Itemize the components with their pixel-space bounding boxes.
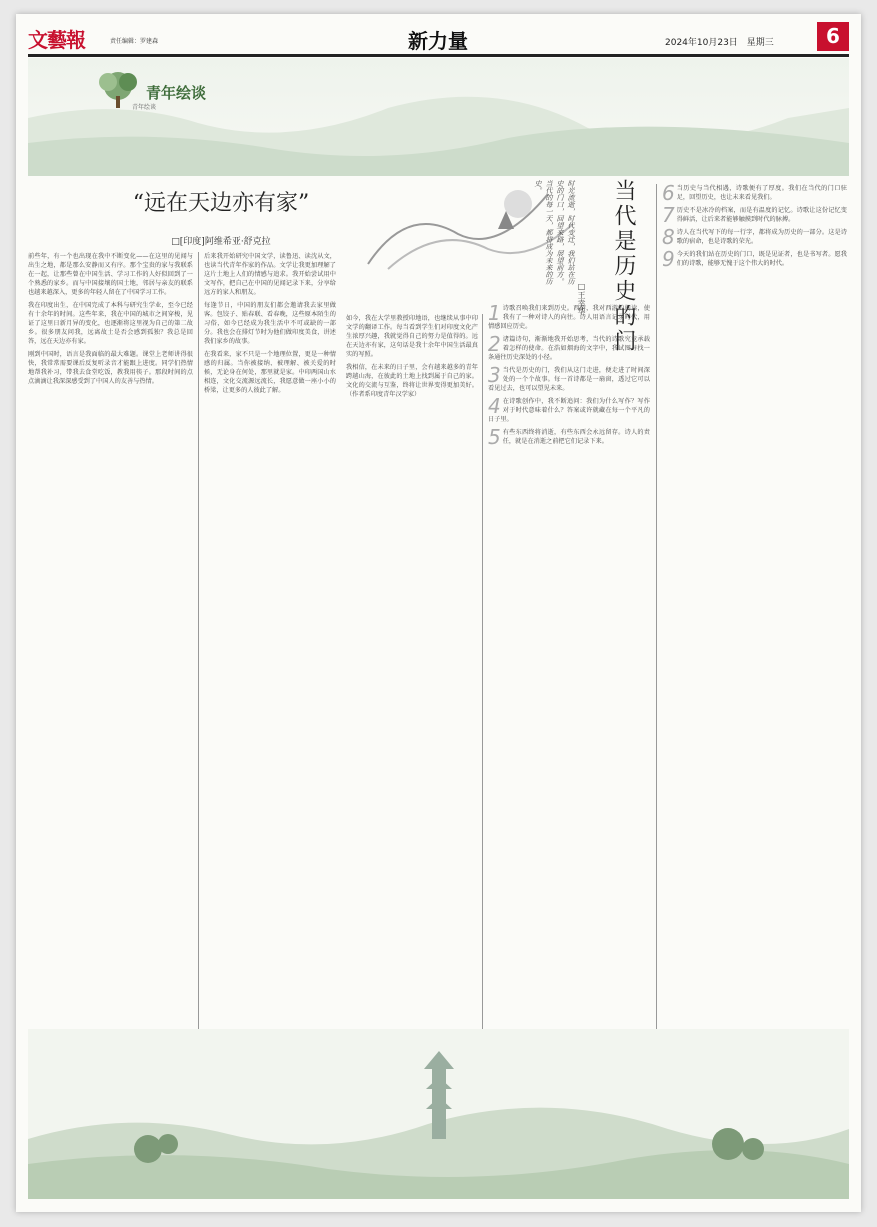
- article1-title: “远在天边亦有家”: [132, 191, 310, 216]
- article2-section: 4 在诗歌创作中，我不断追问：我们为什么写作？写作对于时代意味着什么？答案或许就藏在每一个平凡的日子里。: [488, 394, 650, 423]
- article2-column-2: [662, 184, 847, 1030]
- article1-paragraph: 在我看来，家不只是一个地理位置，更是一种情感的归属。当你被接纳、被理解、被关爱的时候，无论身在何处，那里就是家。中印两国山水相连，文化交流源远流长，我愿意做一座小小的桥梁，让更多的人彼此了解。: [204, 351, 336, 394]
- article2-section: 9 今天的我们站在历史的门口，既是见证者，也是书写者。愿我们的诗歌，能够无愧于这个伟大的时代。: [662, 247, 847, 271]
- column-divider: [482, 314, 483, 1030]
- article1-paragraph: 后来我开始研究中国文学，读鲁迅、读沈从文，也读当代青年作家的作品。文学让我更加理解了这片土地上人们的情感与追求。我开始尝试用中文写作，把自己在中国的见闻记录下来，分享给远方的家人和朋友。: [204, 253, 336, 296]
- article2-section: 6 当历史与当代相遇，诗歌便有了厚度。我们在当代的门口驻足，回望历史，也让未来看见我们。: [662, 184, 847, 205]
- editor-credit: 责任编辑：罗建森: [110, 38, 159, 45]
- newspaper-page: [16, 14, 861, 1212]
- masthead: [28, 22, 849, 57]
- issue-date: 2024年10月23日 星期三: [665, 38, 774, 48]
- article2-column-1: [488, 304, 650, 1030]
- article1-paragraph: 每逢节日，中国的朋友们都会邀请我去家里做客。包饺子、贴春联、看春晚，这些原本陌生的习俗，如今已经成为我生活中不可或缺的一部分。我也会在排灯节时为他们做印度美食，讲述我们家乡的故事。: [204, 302, 336, 345]
- article1-column-3: [346, 314, 478, 1030]
- column-brand: 青年绘谈: [146, 84, 207, 102]
- article2-section: 5 有些东西终将消逝，有些东西会永远留存。诗人的责任，就是在消逝之前把它们记录下来。: [488, 425, 650, 449]
- newspaper-logo: 文藝報: [28, 28, 85, 52]
- section-title: 新力量: [408, 29, 468, 53]
- article2-title: 当代是历史的门: [611, 179, 636, 354]
- article1-paragraph: 前些年，有一个也出现在我中不断变化——在这里的见闻与出生之地，都是那么安静而又有序。那个宝贵的家与我联系在一起，让那些曾在中国生活、学习工作的人好似回到了一个熟悉的家乡。而与中国接壤的国土地，邻居与亲友的联系也越来越深入，更多的年轻人留在了中国学习工作。: [28, 253, 193, 296]
- article2-section: 1 诗歌召唤我们来到历史。西游，我对西游的阅读，使我有了一种对诗人的向往。诗人用语言记录时代，用情感回应历史。: [488, 304, 650, 330]
- article2-section: 3 当代是历史的门，我们从这门走进，便走进了时间深处的一个个故事。每一首诗都是一扇窗，透过它可以看见过去，也可以望见未来。: [488, 363, 650, 392]
- article1-column-2: [204, 252, 336, 1030]
- article1-paragraph: 我在印度出生，在中国完成了本科与研究生学业，至今已经有十余年的时间。这些年来，我在中国的城市之间穿梭，见证了这里日新月异的变化，也逐渐将这里视为自己的第二故乡。很多朋友问我，远离故土是否会感到孤独？我总是回答，远在天边亦有家。: [28, 302, 193, 345]
- article2-section: 7 历史不是冰冷的档案，而是有温度的记忆。诗歌让这份记忆变得鲜活，让后来者能够触摸到时代的脉搏。: [662, 203, 847, 227]
- page-number: 6: [817, 22, 849, 51]
- article2-author: □王幸华: [577, 282, 586, 315]
- article2-section: 2 诸篇诗句，渐渐地我开始思考，当代的诗歌究竟承载着怎样的使命。在浩如烟海的文字中，我试图寻找一条通往历史深处的小径。: [488, 332, 650, 361]
- bottom-landscape-illustration: [28, 1029, 849, 1199]
- article1-paragraph: 如今，我在大学里教授印地语，也继续从事中印文学的翻译工作。每当看到学生们对印度文化产生浓厚兴趣，我就觉得自己的努力是值得的。远在天边亦有家，这句话是我十余年中国生活最真实的写照。: [346, 315, 478, 358]
- article1-column-1: [28, 252, 193, 1030]
- column-subtitle: 青年绘谈: [132, 104, 157, 111]
- article1-byline: □[印度]阿维希亚·舒克拉: [171, 237, 271, 247]
- article2-section: 8 诗人在当代写下的每一行字，都将成为历史的一部分。这是诗歌的宿命，也是诗歌的荣光。: [662, 225, 847, 249]
- column-divider: [656, 184, 657, 1030]
- article1-paragraph: 我相信，在未来的日子里，会有越来越多的青年跨越山海，在彼此的土地上找到属于自己的家。文化的交流与互鉴，终将让世界变得更加美好。（作者系印度青年汉学家）: [346, 364, 478, 398]
- column-logo: [88, 70, 218, 120]
- column-divider: [198, 252, 199, 1030]
- header-banner: [28, 58, 849, 176]
- article2-epigraph: 时光流逝，时代变迁，我们站在历史的门口，回望来路，展望前方。当代的每一天，都将成为未来的历史。: [534, 180, 575, 285]
- article1-paragraph: 刚到中国时，语言是我面临的最大难题。课堂上老师讲得很快，我常常需要课后反复听录音才能跟上进度。同学们热情地帮我补习，带我去食堂吃饭，教我用筷子。那段时间的点点滴滴让我深深感受到了中国人的友善与热情。: [28, 351, 193, 385]
